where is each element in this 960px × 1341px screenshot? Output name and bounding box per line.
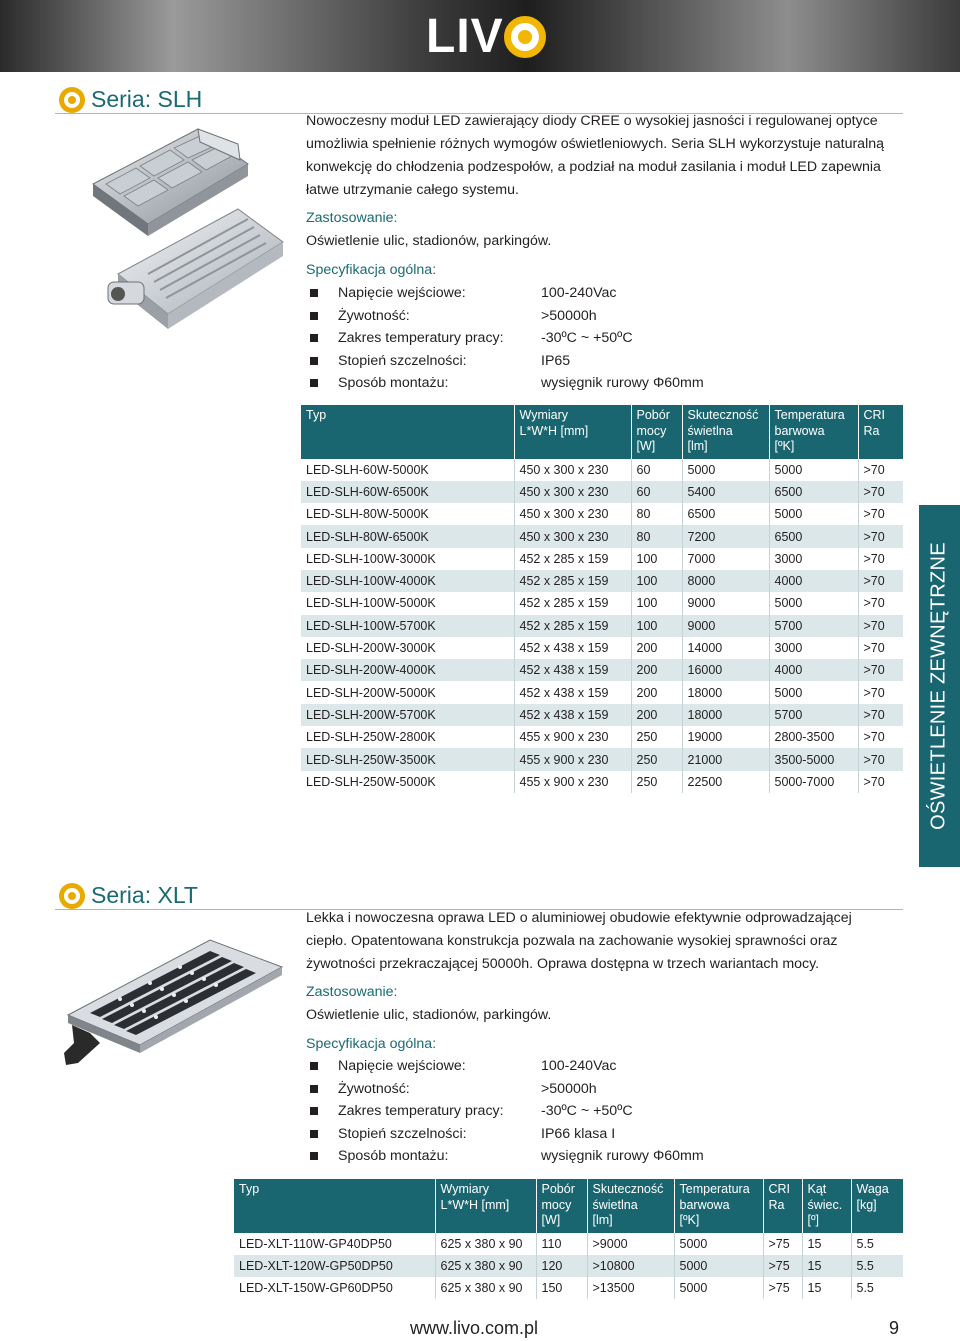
spec-key: Napięcie wejściowe: [338, 285, 466, 301]
description-line: żywotności przekraczającej 50000h. Oprawa dostępna w trzech wariantach mocy. [306, 956, 820, 972]
table-cell: 5000-7000 [769, 771, 858, 793]
column-header-line: Wymiary [519, 408, 568, 422]
column-header-line: CRI [768, 1182, 791, 1196]
spec-key: Zakres temperatury pracy: [338, 1103, 504, 1120]
application-label: Zastosowanie: [306, 210, 398, 226]
spec-row [306, 282, 704, 305]
table-cell: 452 x 438 x 159 [514, 681, 631, 703]
table-cell: LED-SLH-60W-6500K [301, 481, 514, 503]
series-title: Seria: SLH [91, 86, 203, 112]
table-cell: 60 [631, 481, 682, 503]
table-cell: 80 [631, 503, 682, 525]
table-cell: 452 x 285 x 159 [514, 570, 631, 592]
spec-value: IP66 klasa I [541, 1125, 616, 1142]
table-cell: 15 [802, 1233, 851, 1255]
column-header [514, 405, 631, 459]
column-header-line: [º] [807, 1213, 820, 1227]
table-cell: 7200 [682, 525, 769, 547]
column-header [674, 1179, 763, 1233]
column-header [763, 1179, 802, 1233]
table-cell: 100 [631, 570, 682, 592]
section-sidebar [919, 505, 960, 867]
column-header-line: L*W*H [mm] [440, 1197, 510, 1212]
table-cell: 5700 [769, 704, 858, 726]
table-cell: 200 [631, 704, 682, 726]
bullet-icon [310, 1152, 318, 1160]
spec-key: Żywotność: [338, 307, 410, 324]
application-label: Zastosowanie: [306, 984, 398, 1000]
table-row [301, 726, 903, 748]
spec-label: Specyfikacja ogólna: [306, 1036, 437, 1052]
table-cell: LED-SLH-250W-3500K [301, 748, 514, 770]
table-cell: LED-SLH-200W-3000K [301, 637, 514, 659]
column-header [301, 405, 514, 459]
table-cell: >70 [858, 726, 903, 748]
spec-row [306, 350, 704, 373]
spec-value: 100-240Vac [541, 1058, 617, 1074]
table-cell: 5000 [769, 681, 858, 703]
column-header-line: CRI [863, 408, 886, 422]
table-cell: >70 [858, 637, 903, 659]
table-cell: 4000 [769, 659, 858, 681]
table-cell: 5.5 [851, 1255, 903, 1277]
table-row [301, 704, 903, 726]
table-cell: 5.5 [851, 1233, 903, 1255]
table-cell: 5000 [674, 1277, 763, 1299]
spec-value: -30ºC ~ +50ºC [541, 330, 633, 347]
table-cell: 5000 [769, 592, 858, 614]
column-header-line: świetlna [687, 423, 733, 438]
table-cell: 5000 [769, 459, 858, 481]
table-cell: >70 [858, 681, 903, 703]
table-cell: 625 x 380 x 90 [435, 1277, 536, 1299]
spec-value: wysięgnik rurowy Φ60mm [541, 375, 704, 392]
table-row [301, 570, 903, 592]
column-header-line: Kąt [807, 1182, 827, 1196]
table-cell: 7000 [682, 548, 769, 570]
column-header [536, 1179, 587, 1233]
table-row [301, 659, 903, 681]
table-cell: >70 [858, 615, 903, 637]
spec-row [306, 1100, 704, 1123]
table-row [301, 548, 903, 570]
spec-key: Zakres temperatury pracy: [338, 330, 504, 347]
bullet-icon [310, 312, 318, 320]
table-cell: 450 x 300 x 230 [514, 525, 631, 547]
table-cell: LED-SLH-200W-4000K [301, 659, 514, 681]
table-row [301, 481, 903, 503]
spec-value: -30ºC ~ +50ºC [541, 1103, 633, 1120]
description-line: konwekcję do chłodzenia podzespołów, a podział na moduł zasilania i moduł LED zapewnia [306, 159, 881, 175]
table-cell: 110 [536, 1233, 587, 1255]
spec-value: IP65 [541, 352, 571, 369]
spec-value: >50000h [541, 1080, 597, 1097]
column-header-line: Temperatura [774, 408, 845, 422]
series-title: Seria: XLT [91, 882, 198, 908]
column-header [587, 1179, 674, 1233]
table-cell: 452 x 438 x 159 [514, 637, 631, 659]
spec-key: Napięcie wejściowe: [338, 1058, 466, 1074]
series-xlt-heading [59, 882, 198, 909]
column-header [234, 1179, 435, 1233]
bullet-icon [310, 379, 318, 387]
table-cell: LED-SLH-200W-5000K [301, 681, 514, 703]
slh-product-image [88, 124, 288, 360]
bullet-icon [310, 1085, 318, 1093]
table-cell: 6500 [769, 481, 858, 503]
table-cell: 100 [631, 592, 682, 614]
column-header-line: barwowa [679, 1197, 730, 1212]
table-cell: LED-SLH-100W-4000K [301, 570, 514, 592]
table-cell: >70 [858, 503, 903, 525]
table-cell: 452 x 438 x 159 [514, 704, 631, 726]
column-header [802, 1179, 851, 1233]
footer-url: www.livo.com.pl [410, 1318, 539, 1338]
column-header-line: [ºK] [679, 1213, 700, 1227]
spec-row [306, 372, 704, 395]
column-header-line: świetlna [592, 1197, 638, 1212]
table-cell: 450 x 300 x 230 [514, 503, 631, 525]
table-cell: LED-SLH-250W-5000K [301, 771, 514, 793]
table-cell: 100 [631, 548, 682, 570]
column-header [851, 1179, 903, 1233]
column-header-line: [ºK] [774, 439, 795, 453]
table-cell: 4000 [769, 570, 858, 592]
table-row [301, 681, 903, 703]
table-cell: >75 [763, 1233, 802, 1255]
table-cell: >70 [858, 525, 903, 547]
table-cell: >70 [858, 459, 903, 481]
table-cell: 625 x 380 x 90 [435, 1255, 536, 1277]
bullet-icon [310, 289, 318, 297]
table-cell: LED-SLH-250W-2800K [301, 726, 514, 748]
table-cell: 5000 [674, 1233, 763, 1255]
slh-table [301, 405, 903, 793]
table-cell: LED-XLT-150W-GP60DP50 [234, 1277, 435, 1299]
table-cell: LED-SLH-80W-5000K [301, 503, 514, 525]
table-row [234, 1277, 903, 1299]
table-cell: LED-SLH-60W-5000K [301, 459, 514, 481]
table-cell: 6500 [682, 503, 769, 525]
table-cell: >75 [763, 1255, 802, 1277]
table-cell: >13500 [587, 1277, 674, 1299]
table-cell: 5000 [769, 503, 858, 525]
column-header-line: L*W*H [mm] [519, 423, 589, 438]
table-cell: 60 [631, 459, 682, 481]
target-icon [59, 87, 85, 113]
table-row [301, 637, 903, 659]
table-cell: >70 [858, 659, 903, 681]
column-header-line: barwowa [774, 423, 825, 438]
column-header-line: [lm] [592, 1213, 613, 1227]
table-cell: 200 [631, 681, 682, 703]
table-cell: 450 x 300 x 230 [514, 481, 631, 503]
column-header [858, 405, 903, 459]
table-cell: >70 [858, 704, 903, 726]
column-header-line: [W] [541, 1213, 561, 1227]
table-cell: 15 [802, 1255, 851, 1277]
table-cell: 14000 [682, 637, 769, 659]
table-cell: LED-XLT-120W-GP50DP50 [234, 1255, 435, 1277]
column-header-line: Wymiary [440, 1182, 489, 1196]
description-line: umożliwia spełnienie różnych wymogów oświetleniowych. Seria SLH wykorzystuje naturalną [306, 136, 885, 152]
application-text: Oświetlenie ulic, stadionów, parkingów. [306, 1007, 552, 1023]
table-cell: >70 [858, 592, 903, 614]
table-cell: 455 x 900 x 230 [514, 726, 631, 748]
table-cell: 6500 [769, 525, 858, 547]
column-header-line: Typ [239, 1182, 260, 1196]
column-header-line: świec. [807, 1197, 843, 1212]
logo-target-icon [504, 16, 546, 58]
table-cell: LED-SLH-200W-5700K [301, 704, 514, 726]
spec-row [306, 1145, 704, 1168]
table-cell: 18000 [682, 704, 769, 726]
column-header-line: Pobór [541, 1182, 575, 1196]
spec-key: Sposób montażu: [338, 1148, 449, 1165]
table-row [301, 525, 903, 547]
bullet-icon [310, 334, 318, 342]
xlt-description [306, 907, 906, 976]
table-cell: 455 x 900 x 230 [514, 771, 631, 793]
table-row [301, 459, 903, 481]
table-cell: LED-XLT-110W-GP40DP50 [234, 1233, 435, 1255]
column-header [682, 405, 769, 459]
xlt-spec-list [306, 1055, 704, 1168]
xlt-product-image [60, 935, 285, 1075]
table-row [301, 771, 903, 793]
table-cell: >70 [858, 771, 903, 793]
table-cell: LED-SLH-80W-6500K [301, 525, 514, 547]
spec-key: Sposób montażu: [338, 375, 449, 392]
table-cell: >70 [858, 748, 903, 770]
table-cell: LED-SLH-100W-5000K [301, 592, 514, 614]
table-cell: 21000 [682, 748, 769, 770]
spec-label: Specyfikacja ogólna: [306, 262, 437, 278]
table-row [234, 1255, 903, 1277]
column-header-line: Skuteczność [687, 408, 759, 422]
table-cell: 200 [631, 659, 682, 681]
column-header-line: Temperatura [679, 1182, 750, 1196]
table-cell: 452 x 285 x 159 [514, 548, 631, 570]
table-row [234, 1233, 903, 1255]
table-cell: 15 [802, 1277, 851, 1299]
table-row [301, 503, 903, 525]
column-header-line: Ra [768, 1197, 785, 1212]
spec-value: 100-240Vac [541, 285, 617, 301]
page-number: 9 [889, 1318, 900, 1338]
table-cell: 455 x 900 x 230 [514, 748, 631, 770]
spec-value: >50000h [541, 307, 597, 324]
spec-key: Żywotność: [338, 1080, 410, 1097]
table-cell: 18000 [682, 681, 769, 703]
table-cell: 250 [631, 748, 682, 770]
table-cell: >75 [763, 1277, 802, 1299]
series-slh-heading [59, 86, 202, 113]
table-cell: LED-SLH-100W-5700K [301, 615, 514, 637]
table-row [301, 748, 903, 770]
table-row [301, 592, 903, 614]
spec-row [306, 305, 704, 328]
table-cell: 3000 [769, 637, 858, 659]
table-cell: >9000 [587, 1233, 674, 1255]
table-cell: 22500 [682, 771, 769, 793]
table-cell: 80 [631, 525, 682, 547]
table-cell: 3500-5000 [769, 748, 858, 770]
table-row [301, 615, 903, 637]
spec-key: Stopień szczelności: [338, 352, 467, 369]
column-header-line: mocy [636, 423, 667, 438]
table-cell: 452 x 438 x 159 [514, 659, 631, 681]
table-cell: 5400 [682, 481, 769, 503]
slh-description [306, 110, 906, 202]
table-cell: 5.5 [851, 1277, 903, 1299]
table-cell: 250 [631, 771, 682, 793]
table-cell: 8000 [682, 570, 769, 592]
table-cell: >10800 [587, 1255, 674, 1277]
column-header-line: [kg] [856, 1197, 877, 1212]
table-cell: >70 [858, 481, 903, 503]
table-cell: 452 x 285 x 159 [514, 615, 631, 637]
spec-row [306, 1078, 704, 1101]
column-header-line: Pobór [636, 408, 670, 422]
description-line: Lekka i nowoczesna oprawa LED o aluminiowej obudowie efektywnie odprowadzającej [306, 910, 852, 926]
bullet-icon [310, 1062, 318, 1070]
table-cell: 5000 [674, 1255, 763, 1277]
table-cell: 5000 [682, 459, 769, 481]
livo-logo [426, 10, 541, 63]
table-cell: 625 x 380 x 90 [435, 1233, 536, 1255]
column-header-line: Ra [863, 423, 880, 438]
spec-value: wysięgnik rurowy Φ60mm [541, 1148, 704, 1165]
logo-text: LIV [426, 10, 504, 63]
table-cell: 200 [631, 637, 682, 659]
table-cell: 9000 [682, 592, 769, 614]
sidebar-label: OŚWIETLENIE ZEWNĘTRZNE [927, 542, 950, 830]
spec-key: Stopień szczelności: [338, 1125, 467, 1142]
table-cell: 16000 [682, 659, 769, 681]
description-line: Nowoczesny moduł LED zawierający diody CREE o wysokiej jasności i regulowanej optyce [306, 113, 878, 129]
table-cell: 120 [536, 1255, 587, 1277]
table-cell: 3000 [769, 548, 858, 570]
table-cell: 450 x 300 x 230 [514, 459, 631, 481]
table-cell: 5700 [769, 615, 858, 637]
column-header-line: Waga [856, 1182, 889, 1196]
column-header-line: [lm] [687, 439, 708, 453]
table-cell: 100 [631, 615, 682, 637]
page-header [0, 0, 960, 72]
table-cell: 250 [631, 726, 682, 748]
description-line: łatwe utrzymanie całego systemu. [306, 182, 519, 198]
column-header-line: Skuteczność [592, 1182, 664, 1196]
application-text: Oświetlenie ulic, stadionów, parkingów. [306, 233, 552, 249]
column-header-line: [W] [636, 439, 656, 453]
table-cell: 452 x 285 x 159 [514, 592, 631, 614]
bullet-icon [310, 1107, 318, 1115]
column-header-line: Typ [306, 408, 327, 422]
xlt-table [234, 1179, 903, 1299]
spec-row [306, 327, 704, 350]
column-header [435, 1179, 536, 1233]
spec-row [306, 1055, 704, 1078]
slh-spec-list [306, 282, 704, 395]
spec-row [306, 1123, 704, 1146]
table-cell: 19000 [682, 726, 769, 748]
table-cell: >70 [858, 548, 903, 570]
table-cell: 9000 [682, 615, 769, 637]
column-header-line: mocy [541, 1197, 572, 1212]
bullet-icon [310, 1130, 318, 1138]
column-header [631, 405, 682, 459]
column-header [769, 405, 858, 459]
table-cell: 150 [536, 1277, 587, 1299]
table-cell: >70 [858, 570, 903, 592]
table-cell: 2800-3500 [769, 726, 858, 748]
table-cell: LED-SLH-100W-3000K [301, 548, 514, 570]
description-line: ciepło. Opatentowana konstrukcja pozwala na zachowanie wysokiej sprawności oraz [306, 933, 838, 949]
target-icon [59, 883, 85, 909]
bullet-icon [310, 357, 318, 365]
